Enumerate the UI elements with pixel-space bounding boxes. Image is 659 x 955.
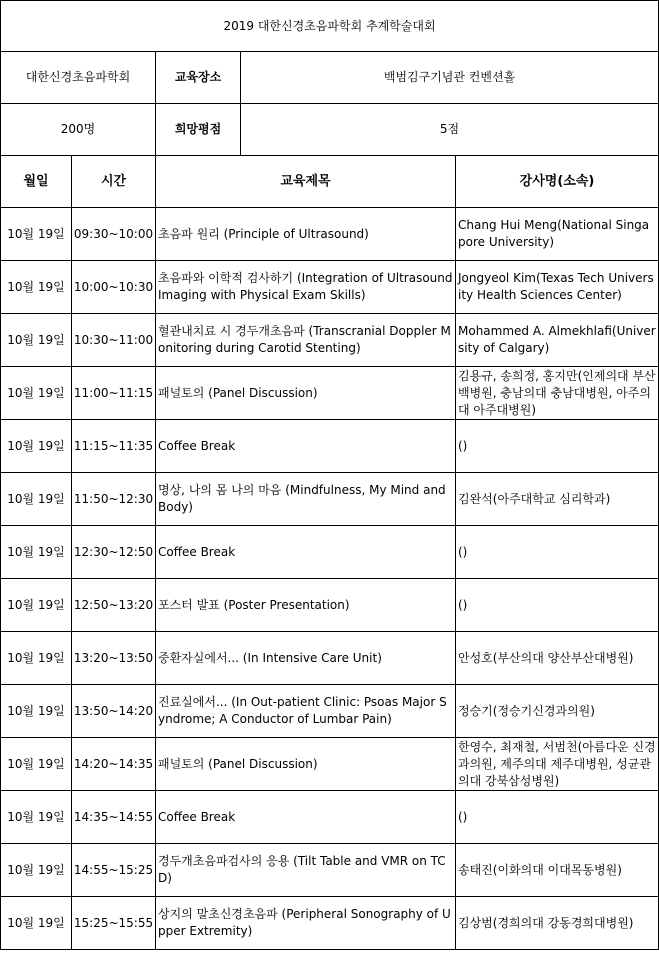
topic-cell: 경두개초음파검사의 응용 (Tilt Table and VMR on TCD) — [156, 844, 456, 897]
venue-label: 교육장소 — [156, 52, 241, 104]
topic-cell: 진료실에서... (In Out-patient Clinic: Psoas Major Syndrome; A Conductor of Lumbar Pain) — [156, 685, 456, 738]
time-cell: 13:20~13:50 — [72, 632, 156, 685]
header-date: 월일 — [1, 156, 72, 208]
date-cell: 10월 19일 — [1, 314, 72, 367]
date-cell: 10월 19일 — [1, 526, 72, 579]
table-row — [1, 685, 659, 738]
table-row — [1, 632, 659, 685]
date-cell: 10월 19일 — [1, 844, 72, 897]
topic-cell: Coffee Break — [156, 526, 456, 579]
topic-cell: 초음파 원리 (Principle of Ultrasound) — [156, 208, 456, 261]
speaker-cell: 한영수, 최재철, 서범천(아름다운 신경과의원, 제주의대 제주대병원, 성균관의대 강북삼성병원) — [456, 738, 659, 791]
date-cell: 10월 19일 — [1, 791, 72, 844]
table-row — [1, 526, 659, 579]
time-cell: 14:55~15:25 — [72, 844, 156, 897]
points-label: 희망평점 — [156, 104, 241, 156]
date-cell: 10월 19일 — [1, 897, 72, 950]
speaker-cell: 김용규, 송희정, 홍지만(인제의대 부산백병원, 충남의대 충남대병원, 아주의대 아주대병원) — [456, 367, 659, 420]
time-cell: 11:50~12:30 — [72, 473, 156, 526]
speaker-cell: () — [456, 526, 659, 579]
time-cell: 13:50~14:20 — [72, 685, 156, 738]
date-cell: 10월 19일 — [1, 685, 72, 738]
date-cell: 10월 19일 — [1, 473, 72, 526]
speaker-cell: () — [456, 791, 659, 844]
table-row — [1, 314, 659, 367]
topic-cell: 중환자실에서... (In Intensive Care Unit) — [156, 632, 456, 685]
topic-cell: 패널토의 (Panel Discussion) — [156, 367, 456, 420]
topic-cell: 초음파와 이학적 검사하기 (Integration of Ultrasound Imaging with Physical Exam Skills) — [156, 261, 456, 314]
speaker-cell: 김상범(경희의대 강동경희대병원) — [456, 897, 659, 950]
table-row — [1, 420, 659, 473]
table-row — [1, 473, 659, 526]
table-row — [1, 367, 659, 420]
table-row — [1, 261, 659, 314]
header-time: 시간 — [72, 156, 156, 208]
time-cell: 10:30~11:00 — [72, 314, 156, 367]
speaker-cell: Mohammed A. Almekhlafi(University of Calgary) — [456, 314, 659, 367]
date-cell: 10월 19일 — [1, 261, 72, 314]
table-row — [1, 844, 659, 897]
header-topic: 교육제목 — [156, 156, 456, 208]
speaker-cell: () — [456, 579, 659, 632]
topic-cell: 패널토의 (Panel Discussion) — [156, 738, 456, 791]
time-cell: 14:20~14:35 — [72, 738, 156, 791]
time-cell: 11:15~11:35 — [72, 420, 156, 473]
table-row — [1, 208, 659, 261]
time-cell: 11:00~11:15 — [72, 367, 156, 420]
speaker-cell: 안성호(부산의대 양산부산대병원) — [456, 632, 659, 685]
organizer: 대한신경초음파학회 — [1, 52, 156, 104]
speaker-cell: Jongyeol Kim(Texas Tech University Health Sciences Center) — [456, 261, 659, 314]
speaker-cell: () — [456, 420, 659, 473]
topic-cell: 명상, 나의 몸 나의 마음 (Mindfulness, My Mind and Body) — [156, 473, 456, 526]
topic-cell: 혈관내치료 시 경두개초음파 (Transcranial Doppler Monitoring during Carotid Stenting) — [156, 314, 456, 367]
speaker-cell: 정승기(정승기신경과의원) — [456, 685, 659, 738]
venue-value: 백범김구기념관 컨벤션홀 — [241, 52, 659, 104]
date-cell: 10월 19일 — [1, 208, 72, 261]
time-cell: 10:00~10:30 — [72, 261, 156, 314]
speaker-cell: Chang Hui Meng(National Singapore University) — [456, 208, 659, 261]
points-value: 5점 — [241, 104, 659, 156]
header-speaker: 강사명(소속) — [456, 156, 659, 208]
date-cell: 10월 19일 — [1, 579, 72, 632]
time-cell: 14:35~14:55 — [72, 791, 156, 844]
topic-cell: Coffee Break — [156, 420, 456, 473]
time-cell: 12:30~12:50 — [72, 526, 156, 579]
speaker-cell: 송태진(이화의대 이대목동병원) — [456, 844, 659, 897]
table-row — [1, 738, 659, 791]
topic-cell: Coffee Break — [156, 791, 456, 844]
date-cell: 10월 19일 — [1, 632, 72, 685]
date-cell: 10월 19일 — [1, 420, 72, 473]
capacity: 200명 — [1, 104, 156, 156]
time-cell: 15:25~15:55 — [72, 897, 156, 950]
date-cell: 10월 19일 — [1, 367, 72, 420]
topic-cell: 상지의 말초신경초음파 (Peripheral Sonography of Upper Extremity) — [156, 897, 456, 950]
table-row — [1, 897, 659, 950]
time-cell: 12:50~13:20 — [72, 579, 156, 632]
table-row — [1, 791, 659, 844]
table-row — [1, 579, 659, 632]
date-cell: 10월 19일 — [1, 738, 72, 791]
speaker-cell: 김완석(아주대학교 심리학과) — [456, 473, 659, 526]
time-cell: 09:30~10:00 — [72, 208, 156, 261]
topic-cell: 포스터 발표 (Poster Presentation) — [156, 579, 456, 632]
event-title: 2019 대한신경초음파학회 추계학술대회 — [1, 1, 659, 52]
